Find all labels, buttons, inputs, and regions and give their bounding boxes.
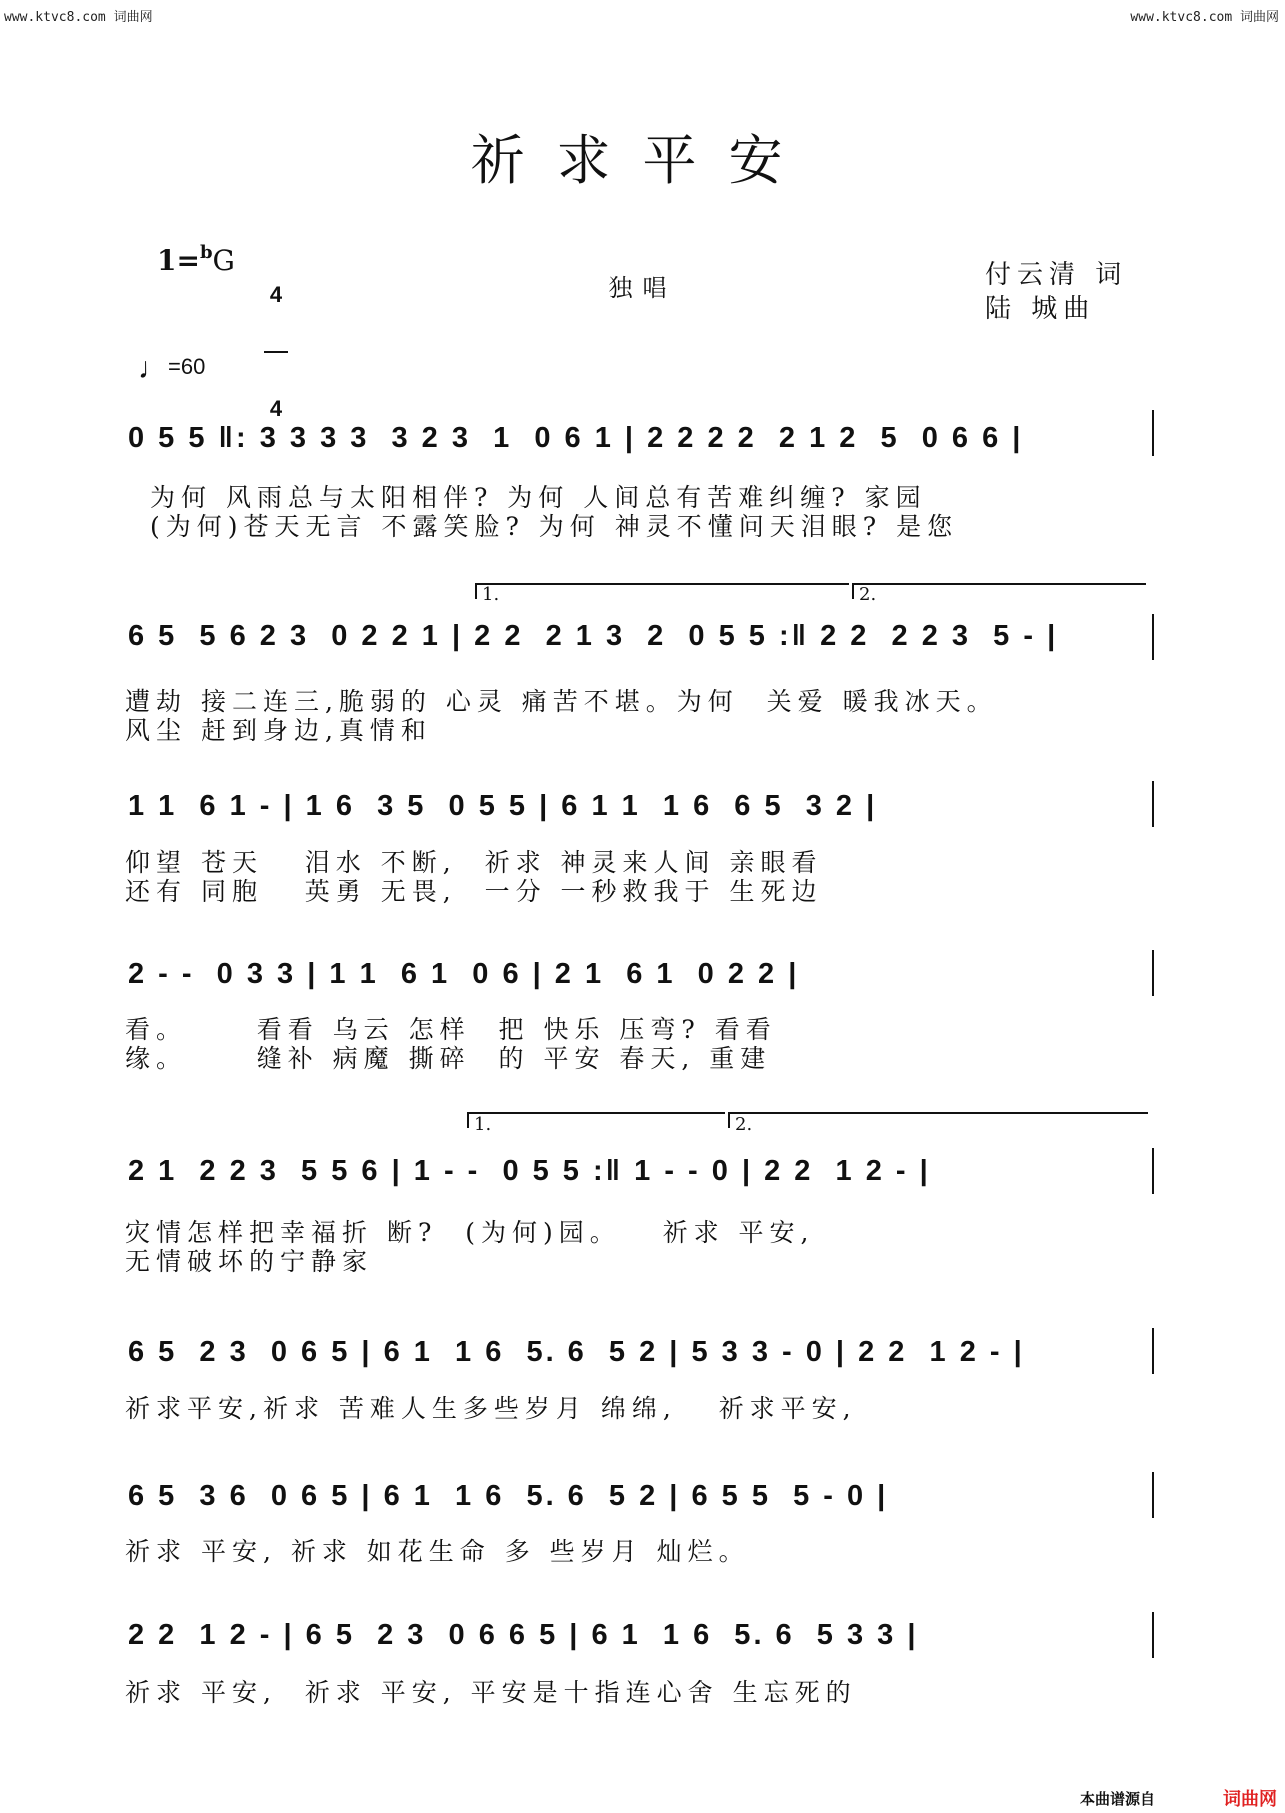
barline-end-row-2 <box>1152 614 1154 660</box>
site-logo: 词曲网 <box>1223 1789 1277 1810</box>
barline-end-row-3 <box>1152 781 1154 827</box>
lyric-line-5-verse-1: 灾情怎样把幸福折 断? (为何)园。 祈求 平安, <box>125 1218 815 1247</box>
notation-line-4: 2 - - 0 3 3 | 1 1 6 1 0 6 | 2 1 6 1 0 2 2 | <box>128 958 800 990</box>
lyric-line-7: 祈求 平安, 祈求 如花生命 多 些岁月 灿烂。 <box>125 1537 750 1566</box>
performance-type: 独唱 <box>608 274 677 302</box>
notation-line-5: 2 1 2 2 3 5 5 6 | 1 - - 0 5 5 :‖ 1 - - 0 | 2 2 1 2 - | <box>128 1155 931 1187</box>
key-flat: b <box>199 242 213 263</box>
key-prefix: 1= <box>157 244 200 277</box>
barline-end-row-7 <box>1152 1472 1154 1518</box>
barline-end-row-4 <box>1152 950 1154 996</box>
lyric-line-1-verse-2: (为何)苍天无言 不露笑脸? 为何 神灵不懂问天泪眼? 是您 <box>150 512 959 541</box>
volta-bracket-second <box>852 583 1146 599</box>
tempo-marking <box>138 348 206 385</box>
lyric-line-8: 祈求 平安, 祈求 平安, 平安是十指连心舍 生忘死的 <box>125 1678 857 1707</box>
lyric-line-3-verse-1: 仰望 苍天 泪水 不断, 祈求 神灵来人间 亲眼看 <box>125 848 823 877</box>
notation-line-8: 2 2 1 2 - | 6 5 2 3 0 6 6 5 | 6 1 1 6 5. 6 5 3 3 | <box>128 1619 919 1651</box>
barline-end-row-6 <box>1152 1328 1154 1374</box>
time-signature-line <box>264 351 288 353</box>
quarter-note-icon: ♩ <box>138 352 168 385</box>
lyric-line-2-verse-1: 遭劫 接二连三,脆弱的 心灵 痛苦不堪。为何 关爱 暖我冰天。 <box>125 687 998 716</box>
time-signature-top: 4 <box>269 282 283 307</box>
composer-credit: 陆 城曲 <box>985 294 1096 324</box>
barline-end-row-5 <box>1152 1148 1154 1194</box>
lyric-line-4-verse-2: 缘。 缝补 病魔 撕碎 的 平安 春天, 重建 <box>125 1044 772 1073</box>
lyricist-credit: 付云清 词 <box>985 260 1128 290</box>
lyric-line-6: 祈求平安,祈求 苦难人生多些岁月 绵绵, 祈求平安, <box>125 1394 857 1423</box>
site-url-right: www.ktvc8.com 词曲网 <box>1130 10 1279 25</box>
lyric-line-2-verse-2: 风尘 赶到身边,真情和 <box>125 716 432 745</box>
volta-bracket-first-2 <box>467 1112 725 1128</box>
lyric-line-5-verse-2: 无情破坏的宁静家 <box>125 1247 374 1276</box>
lyric-line-3-verse-2: 还有 同胞 英勇 无畏, 一分 一秒救我于 生死边 <box>125 877 823 906</box>
volta-label-second-2: 2. <box>735 1114 753 1135</box>
lyric-line-1-verse-1: 为何 风雨总与太阳相伴? 为何 人间总有苦难纠缠? 家园 <box>150 483 927 512</box>
barline-end-row-1 <box>1152 410 1154 456</box>
time-signature-bottom: 4 <box>269 396 283 421</box>
volta-bracket-first <box>475 583 849 599</box>
notation-line-1: 0 5 5 ‖: 3 3 3 3 3 2 3 1 0 6 1 | 2 2 2 2 2 1 2 5 0 6 6 | <box>128 422 1024 454</box>
notation-line-2: 6 5 5 6 2 3 0 2 2 1 | 2 2 2 1 3 2 0 5 5 :‖ 2 2 2 2 3 5 - | <box>128 620 1059 652</box>
volta-label-first: 1. <box>482 584 500 605</box>
volta-label-first-2: 1. <box>474 1114 492 1135</box>
song-title: 祈求平安 <box>470 129 815 192</box>
notation-line-3: 1 1 6 1 - | 1 6 3 5 0 5 5 | 6 1 1 1 6 6 5 3 2 | <box>128 790 878 822</box>
notation-line-6: 6 5 2 3 0 6 5 | 6 1 1 6 5. 6 5 2 | 5 3 3 - 0 | 2 2 1 2 - | <box>128 1336 1025 1368</box>
notation-line-7: 6 5 3 6 0 6 5 | 6 1 1 6 5. 6 5 2 | 6 5 5 5 - 0 | <box>128 1480 889 1512</box>
barline-end-row-8 <box>1152 1612 1154 1658</box>
tempo-value: =60 <box>168 354 206 379</box>
lyric-line-4-verse-1: 看。 看看 乌云 怎样 把 快乐 压弯? 看看 <box>125 1015 777 1044</box>
volta-label-second: 2. <box>859 584 877 605</box>
key-note: G <box>212 244 235 277</box>
source-note: 本曲谱源自 <box>1079 1790 1155 1808</box>
site-url-left: www.ktvc8.com 词曲网 <box>4 10 153 25</box>
volta-bracket-second-2 <box>728 1112 1148 1128</box>
